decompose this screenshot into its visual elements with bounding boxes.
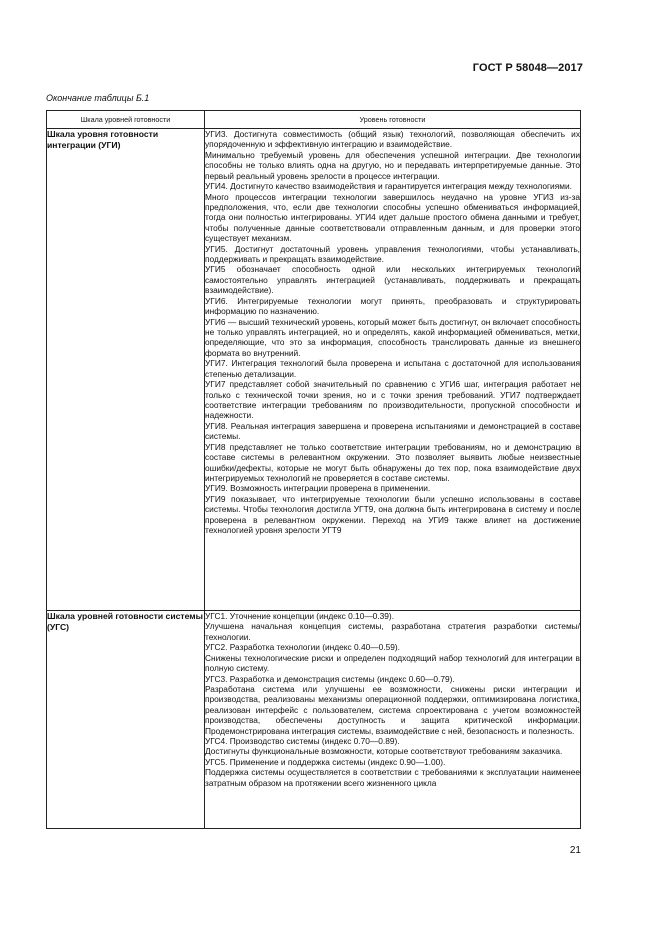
paragraph: Минимально требуемый уровень для обеспечения успешной интеграции. Две технологии способны не только влиять одна на другую, но и передавать интерпретируемые данные. Это первый реальный уровень зрелости в процессе интеграции. [205,149,580,181]
paragraph: УГИ4. Достигнуто качество взаимодействия и гарантируется интеграция между технологиями. [205,181,572,192]
paragraph: УГС1. Уточнение концепции (индекс 0.10—0.39). [205,611,395,621]
paragraph: УГИ7. Интеграция технологий была проверена и испытана с достаточной для использования степенью детализации. [205,358,580,379]
paragraph: УГИ8. Реальная интеграция завершена и проверена испытаниями и демонстрацией в составе системы. [205,420,580,442]
column-header-level: Уровень готовности [205,111,581,129]
paragraph: Достигнуты функциональные возможности, которые соответствуют требованиям заказчика. [205,746,563,757]
table-row [47,129,581,611]
readiness-table [46,110,581,829]
table-row [47,611,581,829]
paragraph: УГС2. Разработка технологии (индекс 0.40—0.59). [205,642,400,653]
paragraph: Улучшена начальная концепция системы, разработана стратегия разработки системы/технологии. [205,621,580,642]
document-code: ГОСТ Р 58048—2017 [472,62,583,74]
page-number: 21 [569,845,581,856]
table-caption: Окончание таблицы Б.1 [46,93,150,103]
paragraph: Много процессов интеграции технологии завершилось неудачно на уровне УГИ3 из-за предположения, что, если две технологии способны успешно обмениваться информацией, тогда они полностью интегрированы. УГИ4 идет дальше простого обмена данными и требует, чтобы полученные данные соответствовали отправленным данным, и для проверки этого существует механизм. [205,191,580,244]
paragraph: УГС3. Разработка и демонстрация системы (индекс 0.60—0.79). [205,673,455,684]
row-category: Шкала уровней готовности системы (УГС) [47,611,205,829]
paragraph: УГИ6. Интегрируемые технологии могут принять, преобразовать и структурировать информацию по назначению. [205,295,580,317]
paragraph: УГИ7 представляет собой значительный по сравнению с УГИ6 шаг, интеграция работает не только с технической точки зрения, но и с точки зрения требований. УГИ7 подтверждает соответствие интеграции требованиям по производительности, пропускной способности и надежности. [205,379,580,421]
paragraph: УГС4. Производство системы (индекс 0.70—0.89). [205,736,400,747]
paragraph: УГИ9 показывает, что интегрируемые технологии были успешно использованы в составе системы. Чтобы технология достигла УГТ9, она должна быть интегрирована в систему и после проверена в релевантном окружении. Переход на УГИ9 также влияет на достижение технологией уровня зрелости УГТ9 [205,493,580,536]
paragraph: УГИ6 — высший технический уровень, который может быть достигнут, он включает способность не только управлять интеграцией, но и определять, какой информацией обмениваться, метки, определяющие, что это за информация, способность транслировать данные из внешнего формата во внутренний. [205,316,580,358]
paragraph: УГИ3. Достигнута совместимость (общий язык) технологий, позволяющая обеспечить их упорядоченную и эффективную интеграцию и взаимодействие. [205,129,580,150]
paragraph: УГС5. Применение и поддержка системы (индекс 0.90—1.00). [205,756,446,767]
paragraph: УГИ9. Возможность интеграции проверена в применении. [205,483,431,494]
paragraph: УГИ8 представляет не только соответствие интеграции требованиям, но и демонстрацию в составе системы в релевантном окружении. Это позволяет выявить любые неизвестные ошибки/дефекты, которые не могут быть обнаружены до тех пор, пока взаимодействие двух интегрируемых технологий не проверяется в составе системы. [205,441,580,483]
column-header-scale: Шкала уровней готовности [47,111,205,129]
table-header-row [47,111,581,129]
paragraph: Разработана система или улучшены ее возможности, снижены риски интеграции и производства, реализованы механизмы операционной поддержки, оптимизирована логистика, реализован интерфейс с пользователем, система спроектирована с учетом возможностей производства, обеспечены доступность и защита критической информации. Продемонстрирована интеграция системы, взаимодействие с ней, безопасность и полезность. [205,683,580,736]
row-description [205,611,581,829]
row-category: Шкала уровня готовности интеграции (УГИ) [47,129,205,611]
paragraph: УГИ5 обозначает способность одной или нескольких интегрируемых технологий самостоятельно управлять интеграцией (устанавливать, поддерживать и прекращать взаимодействие). [205,264,580,296]
row-description [205,129,581,611]
paragraph: Поддержка системы осуществляется в соответствии с требованиями к эксплуатации наименее затратным образом на протяжении всего жизненного цикла [205,767,580,788]
paragraph: Снижены технологические риски и определен подходящий набор технологий для интеграции в полную систему. [205,652,580,674]
paragraph: УГИ5. Достигнут достаточный уровень управления технологиями, чтобы устанавливать, поддерживать и прекращать взаимодействие. [205,243,580,265]
